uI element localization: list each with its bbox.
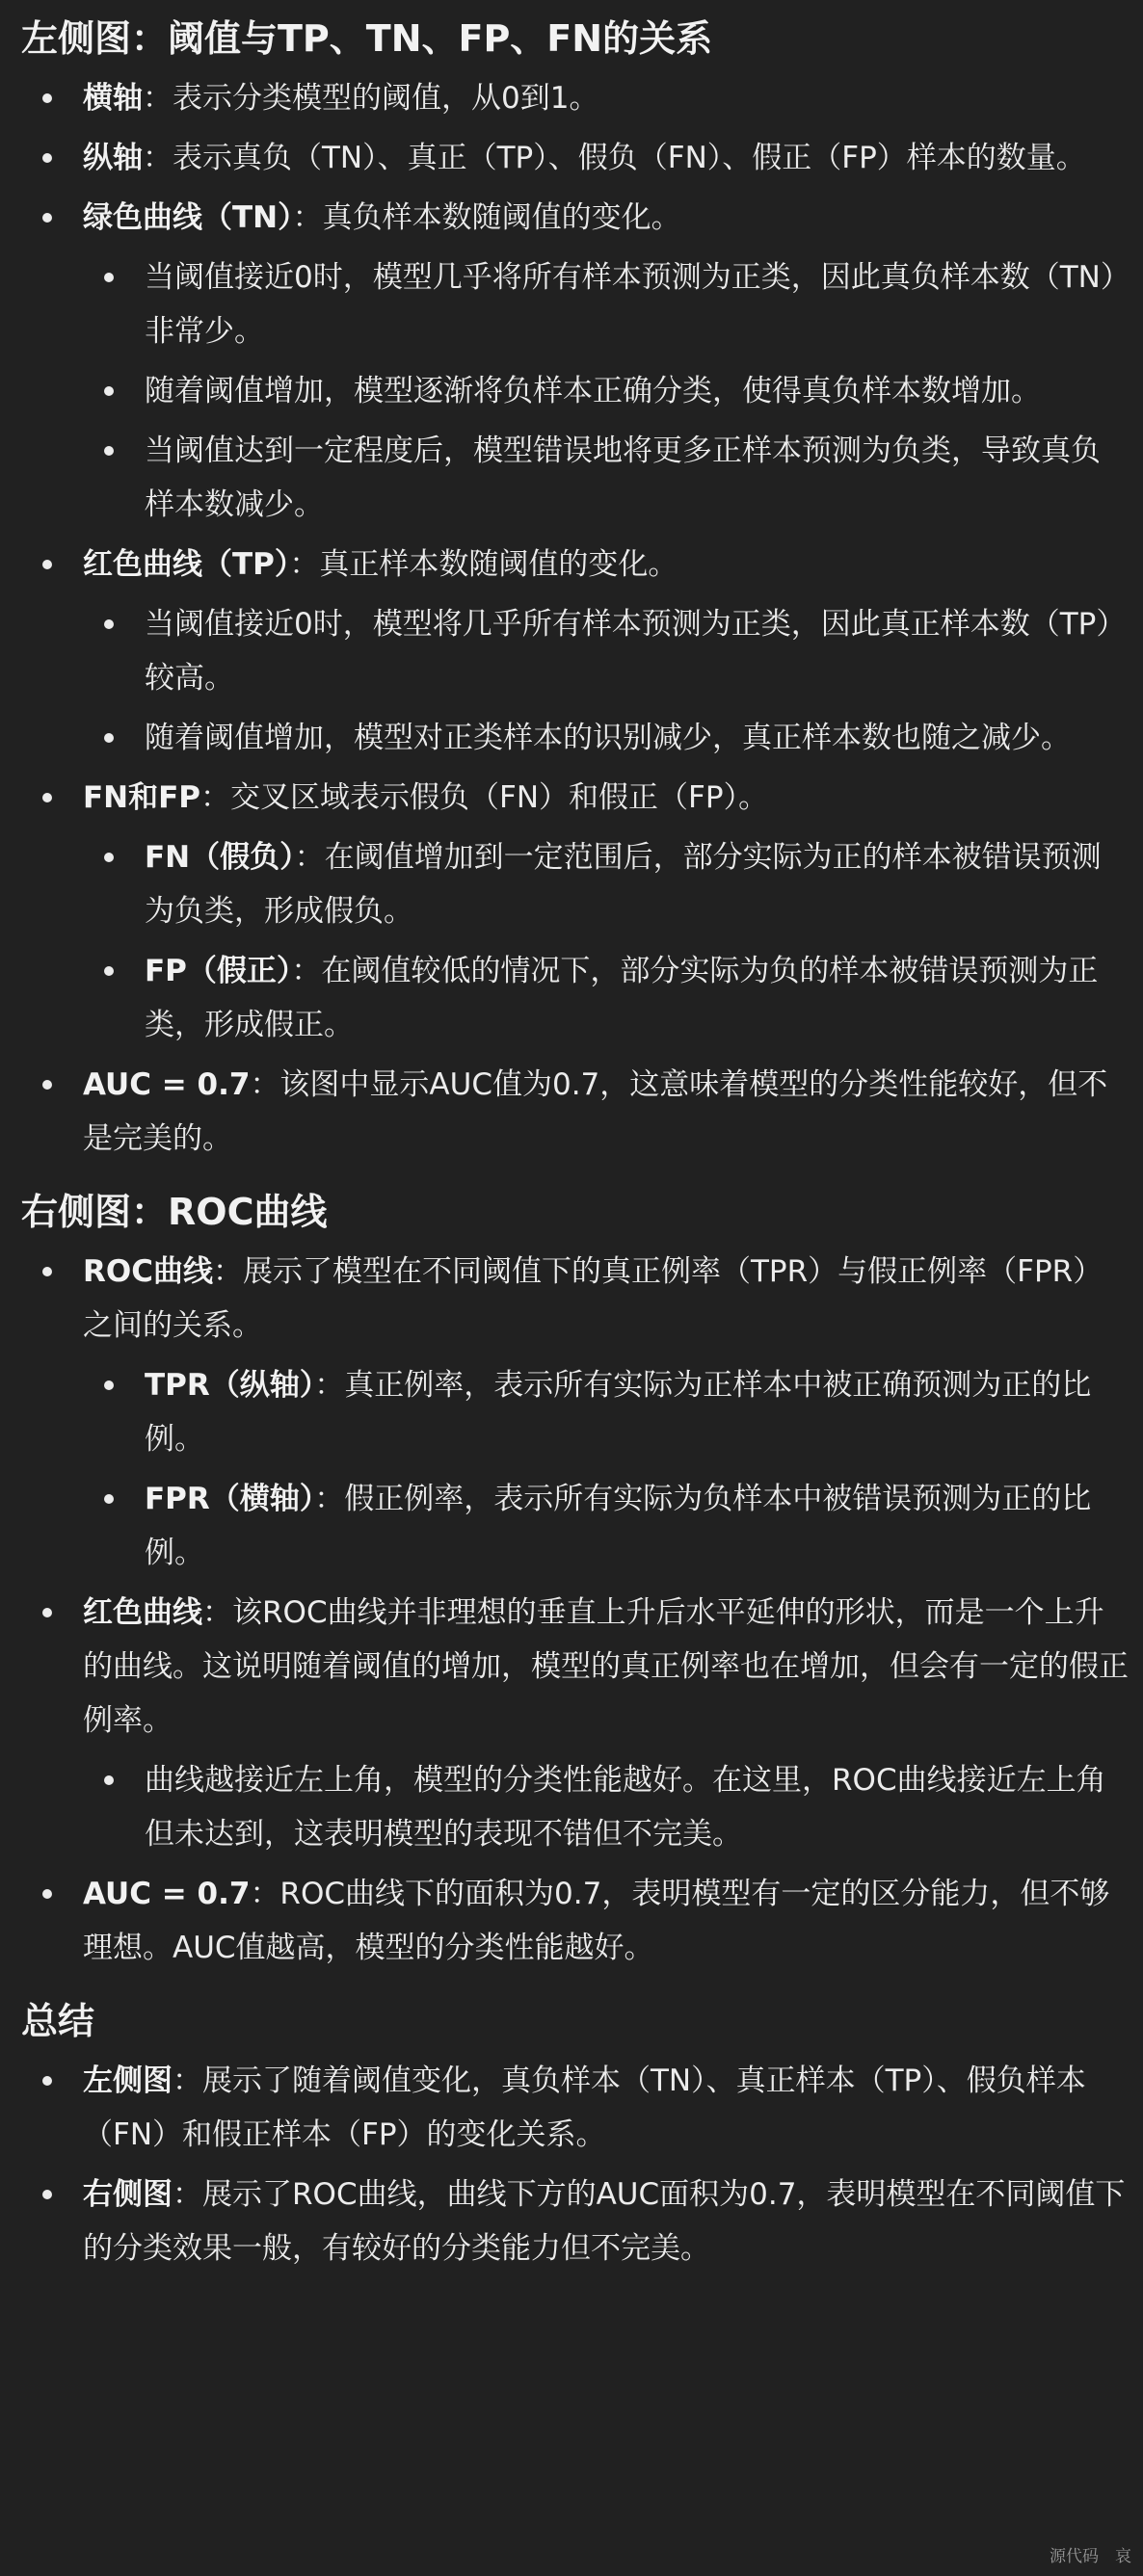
item-label: 绿色曲线（TN） [83,200,293,235]
item-text: ：在阈值增加到一定范围后，部分实际为正的样本被错误预测为负类，形成假负。 [145,840,1102,929]
list-item: 随着阈值增加，模型对正类样本的识别减少，真正样本数也随之减少。 [83,711,1130,765]
list-item-red-curve [21,538,1130,765]
list-item-fn [83,830,1130,938]
section-heading-roc: 右侧图：ROC曲线 [21,1191,328,1233]
item-label: 横轴 [83,81,143,116]
section-heading-left-chart: 左侧图：阈值与TP、TN、FP、FN的关系 [21,17,713,60]
section-heading-summary: 总结 [21,2000,95,2042]
item-label: FP（假正） [145,954,292,988]
list-item-green-curve [21,191,1130,532]
list-item: 当阈值接近0时，模型将几乎所有样本预测为正类，因此真正样本数（TP）较高。 [83,597,1130,705]
item-text: ：表示分类模型的阈值，从0到1。 [143,81,599,116]
item-label: 左侧图 [83,2063,173,2098]
item-label: 纵轴 [83,141,143,175]
item-label: FPR（横轴） [145,1482,315,1516]
red-curve-sublist [83,597,1130,765]
list-item-fp [83,944,1130,1052]
item-label: ROC曲线 [83,1254,213,1289]
list-item-summary-right [21,2168,1130,2275]
red-curve-roc-sublist [83,1753,1130,1861]
item-text: ：该图中显示AUC值为0.7，这意味着模型的分类性能较好，但不是完美的。 [83,1067,1108,1156]
list-item-fn-fp [21,771,1130,1052]
list-item-roc [21,1245,1130,1580]
item-text: ：ROC曲线下的面积为0.7，表明模型有一定的区分能力，但不够理想。AUC值越高，模型的分类性能越好。 [83,1877,1110,1965]
item-text: ：假正例率，表示所有实际为负样本中被错误预测为正的比例。 [145,1482,1092,1570]
item-text: ：真正样本数随阈值的变化。 [289,547,678,582]
item-text: ：交叉区域表示假负（FN）和假正（FP）。 [200,780,769,815]
item-text: ：展示了随着阈值变化，真负样本（TN）、真正样本（TP）、假负样本（FN）和假正样本（FP）的变化关系。 [83,2063,1086,2152]
list-item-x-axis [21,71,1130,125]
list-item-fpr [83,1472,1130,1580]
list-item: 当阈值接近0时，模型几乎将所有样本预测为正类，因此真负样本数（TN）非常少。 [83,250,1130,358]
item-label: AUC = 0.7 [83,1067,251,1102]
list-item: 当阈值达到一定程度后，模型错误地将更多正样本预测为负类，导致真负样本数减少。 [83,424,1130,532]
list-item-tpr [83,1358,1130,1466]
summary-list [21,2054,1130,2275]
item-label: 红色曲线 [83,1595,202,1630]
list-item: 曲线越接近左上角，模型的分类性能越好。在这里，ROC曲线接近左上角但未达到，这表明模型的表现不错但不完美。 [83,1753,1130,1861]
fn-fp-sublist [83,830,1130,1052]
item-label: FN和FP [83,780,201,815]
item-label: TPR（纵轴） [145,1368,315,1403]
item-text: ：表示真负（TN）、真正（TP）、假负（FN）、假正（FP）样本的数量。 [143,141,1086,175]
list-item-auc [21,1058,1130,1166]
list-item-red-curve-roc [21,1586,1130,1861]
item-text: ：真负样本数随阈值的变化。 [292,200,681,235]
item-label: 红色曲线（TP） [83,547,290,582]
watermark: 源代码 哀 [1050,2547,1131,2566]
roc-sublist [83,1358,1130,1580]
item-text: ：真正例率，表示所有实际为正样本中被正确预测为正的比例。 [145,1368,1092,1457]
list-item-auc-roc [21,1867,1130,1975]
item-label: FN（假负） [145,840,295,875]
list-item-y-axis [21,131,1130,185]
item-label: AUC = 0.7 [83,1877,251,1911]
item-text: ：该ROC曲线并非理想的垂直上升后水平延伸的形状，而是一个上升的曲线。这说明随着阈值的增加，模型的真正例率也在增加，但会有一定的假正例率。 [83,1595,1129,1738]
item-label: 右侧图 [83,2177,173,2212]
item-text: ：展示了模型在不同阈值下的真正例率（TPR）与假正例率（FPR）之间的关系。 [83,1254,1103,1343]
left-chart-list [21,71,1130,1166]
item-text: ：在阈值较低的情况下，部分实际为负的样本被错误预测为正类，形成假正。 [145,954,1099,1042]
list-item: 随着阈值增加，模型逐渐将负样本正确分类，使得真负样本数增加。 [83,364,1130,418]
green-curve-sublist [83,250,1130,532]
roc-list [21,1245,1130,1975]
list-item-summary-left [21,2054,1130,2162]
document-body [21,0,1130,2281]
item-text: ：展示了ROC曲线，曲线下方的AUC面积为0.7，表明模型在不同阈值下的分类效果一般，有较好的分类能力但不完美。 [83,2177,1126,2266]
